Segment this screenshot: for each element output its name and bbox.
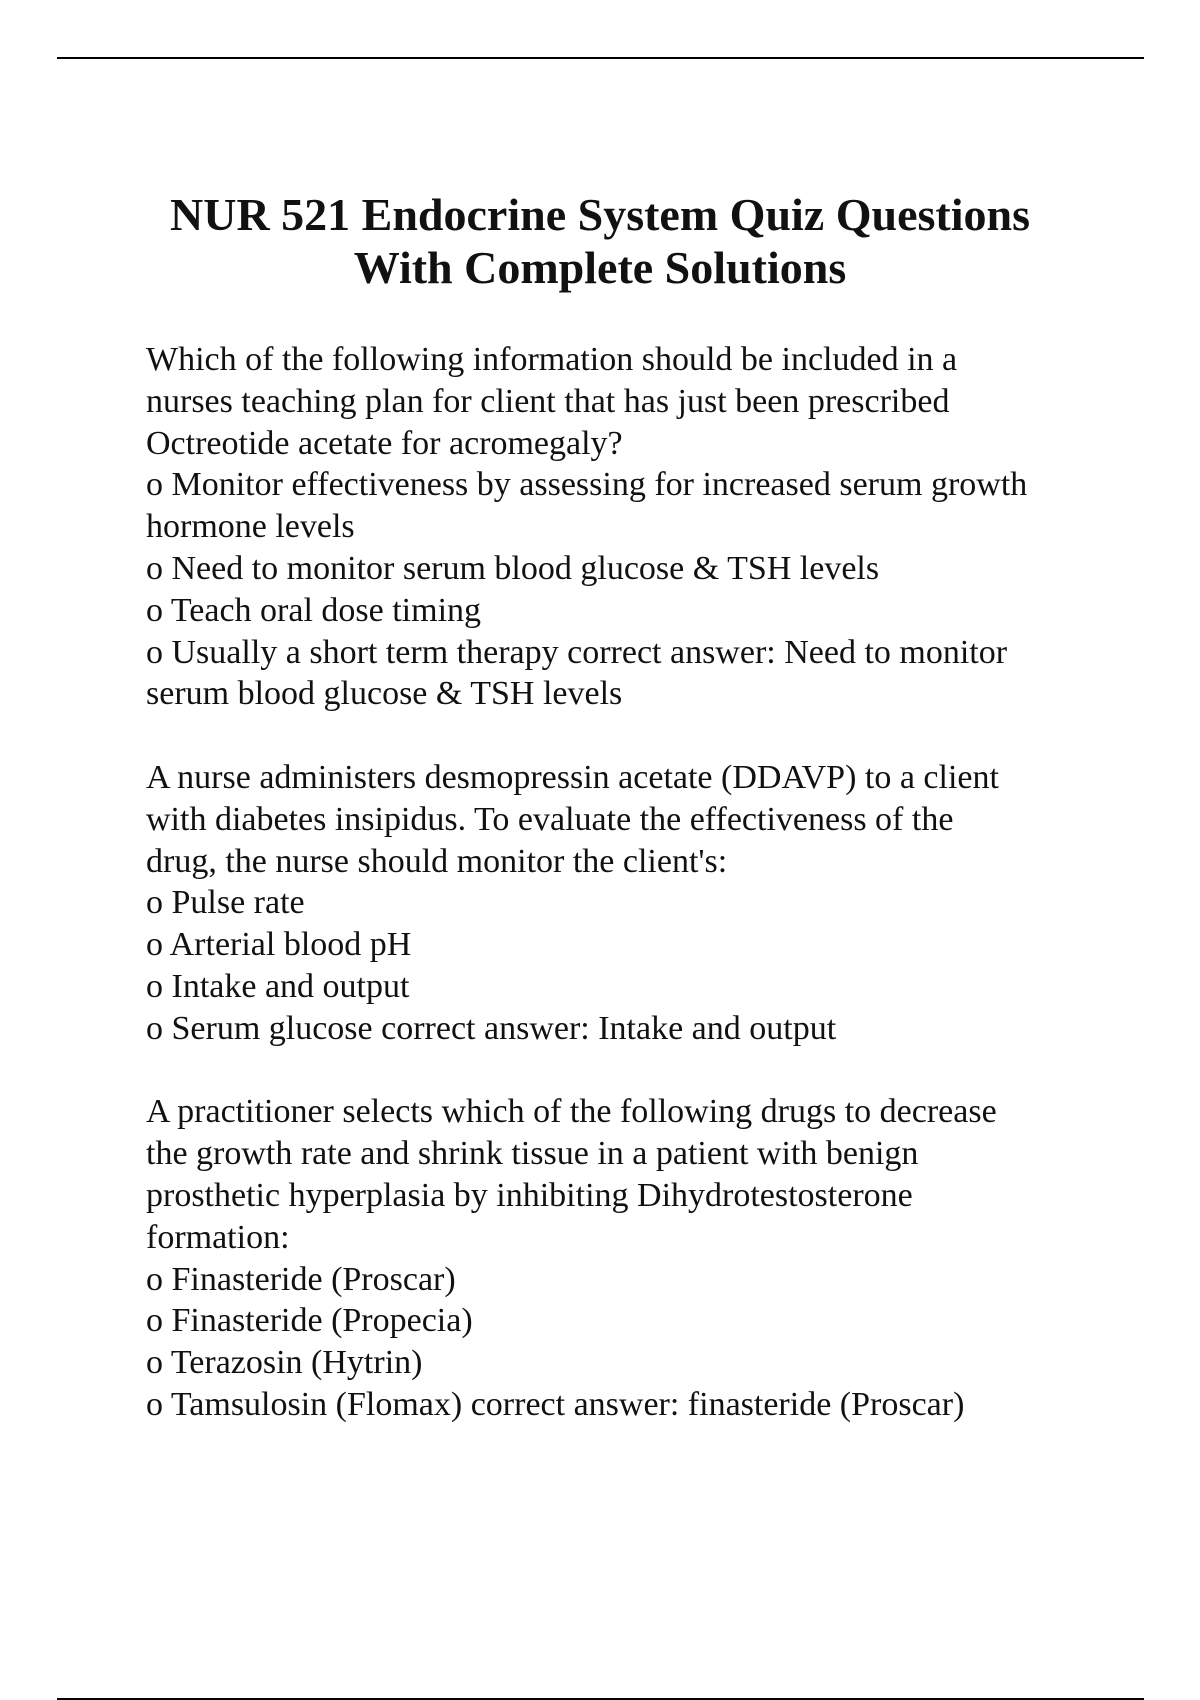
question-text-line: A practitioner selects which of the following drugs to decrease	[146, 1093, 997, 1131]
question-text-line: A nurse administers desmopressin acetate (DDAVP) to a client	[146, 758, 999, 796]
answer-option: hormone levels	[146, 508, 355, 546]
title-line-1: NUR 521 Endocrine System Quiz Questions	[170, 189, 1030, 240]
answer-option: o Terazosin (Hytrin)	[146, 1344, 423, 1382]
answer-option: o Finasteride (Proscar)	[146, 1260, 456, 1298]
answer-option-with-correct-answer: o Serum glucose correct answer: Intake and output	[146, 1009, 837, 1047]
answer-option-with-correct-answer: o Tamsulosin (Flomax) correct answer: finasteride (Proscar)	[146, 1385, 965, 1423]
question-text-line: prosthetic hyperplasia by inhibiting Dihydrotestosterone	[146, 1176, 913, 1214]
page-title	[100, 188, 1100, 294]
question-block-1	[146, 339, 1146, 715]
top-rule	[57, 57, 1144, 59]
question-block-2	[146, 757, 1146, 1050]
answer-option: o Need to monitor serum blood glucose & TSH levels	[146, 549, 880, 587]
answer-option: o Finasteride (Propecia)	[146, 1302, 473, 1340]
answer-option-with-correct-answer: o Usually a short term therapy correct answer: Need to monitor	[146, 633, 1008, 671]
question-text-line: with diabetes insipidus. To evaluate the effectiveness of the	[146, 800, 954, 838]
question-text-line: the growth rate and shrink tissue in a patient with benign	[146, 1135, 919, 1173]
answer-option: o Monitor effectiveness by assessing for increased serum growth	[146, 466, 1028, 504]
answer-option: o Pulse rate	[146, 884, 305, 922]
answer-option: o Arterial blood pH	[146, 926, 412, 964]
document-body	[146, 339, 1146, 1468]
correct-answer-text: serum blood glucose & TSH levels	[146, 675, 623, 713]
question-text-line: formation:	[146, 1218, 290, 1256]
question-text-line: drug, the nurse should monitor the client's:	[146, 842, 728, 880]
answer-option: o Intake and output	[146, 967, 410, 1005]
answer-option: o Teach oral dose timing	[146, 591, 482, 629]
title-line-2: With Complete Solutions	[353, 242, 847, 293]
question-text-line: nurses teaching plan for client that has just been prescribed	[146, 382, 950, 420]
question-block-3	[146, 1091, 1146, 1425]
question-text-line: Octreotide acetate for acromegaly?	[146, 424, 623, 462]
question-text-line: Which of the following information should be included in a	[146, 341, 958, 378]
